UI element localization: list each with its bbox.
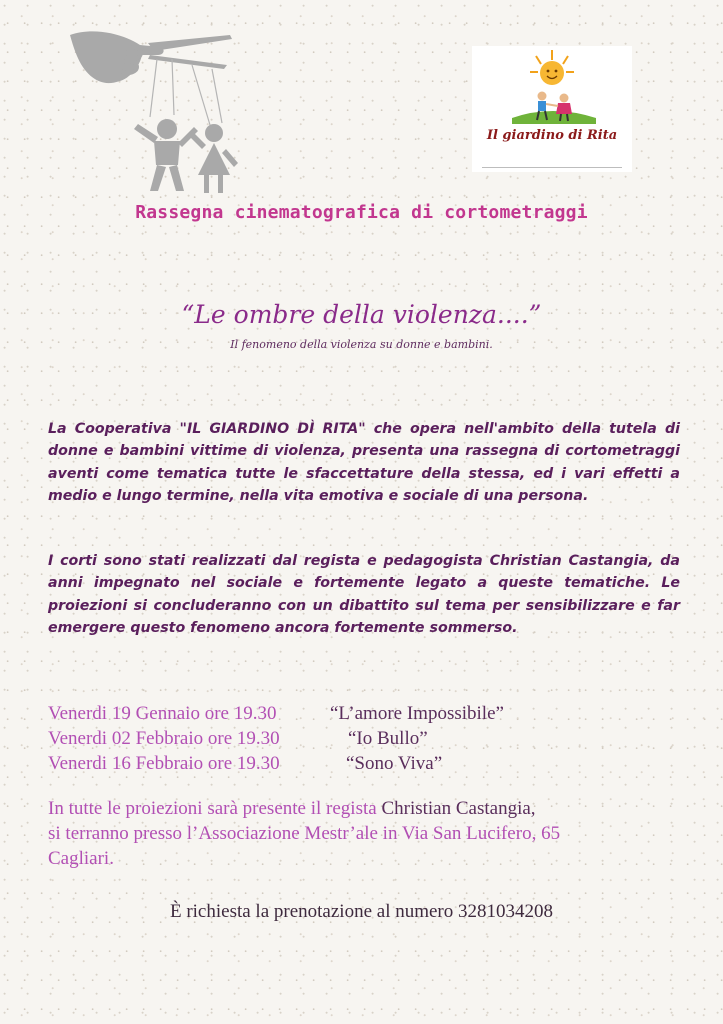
- giardino-di-rita-logo: [472, 46, 632, 172]
- venue-city: Cagliari.: [48, 848, 114, 869]
- logo-brand-text: Il giardino di Rita: [486, 128, 618, 143]
- event-title: “Le ombre della violenza....”: [181, 300, 542, 329]
- note-text: In tutte le proiezioni sarà presente il regista: [48, 798, 382, 819]
- event-tagline: Il fenomeno della violenza su donne e bambini.: [230, 338, 493, 351]
- booking-note: È richiesta la prenotazione al numero 3281034208: [169, 901, 554, 922]
- screening-film: “Io Bullo”: [348, 728, 428, 749]
- sun-children-logo-icon: [472, 46, 632, 126]
- director-name: Christian Castangia,: [381, 798, 536, 819]
- screening-film: “Sono Viva”: [346, 753, 443, 774]
- venue-note: si terranno presso l’Associazione Mestr’ale in Via San Lucifero, 65: [48, 823, 561, 844]
- logo-divider: [482, 167, 622, 168]
- intro-paragraph: La Cooperativa "IL GIARDINO DÌ RITA" che opera nell'ambito della tutela di donne e bambini vittime di violenza, presenta una rassegna di cortometraggi aventi come tematica tutte le sfaccettature della stessa, ed i vari effetti a medio e lungo termine, nella vita emotiva e sociale di una persona.: [48, 421, 680, 505]
- screening-date: Venerdi 19 Gennaio ore 19.30: [48, 703, 277, 724]
- screening-film: “L’amore Impossibile”: [330, 703, 504, 724]
- subtitle: Rassegna cinematografica di cortometraggi: [135, 202, 588, 223]
- director-paragraph: I corti sono stati realizzati dal regista e pedagogista Christian Castangia, da anni impegnato nel sociale e fortemente legato a queste tematiche. Le proiezioni si concluderanno con un dibattito sul tema per sensibilizzare e far emergere questo fenomeno ancora fortemente sommerso.: [48, 553, 680, 637]
- screening-date: Venerdi 02 Febbraio ore 19.30: [48, 728, 280, 749]
- scissors-children-logo-icon: [62, 25, 292, 200]
- screening-date: Venerdi 16 Febbraio ore 19.30: [48, 753, 280, 774]
- director-presence-note: [48, 798, 536, 820]
